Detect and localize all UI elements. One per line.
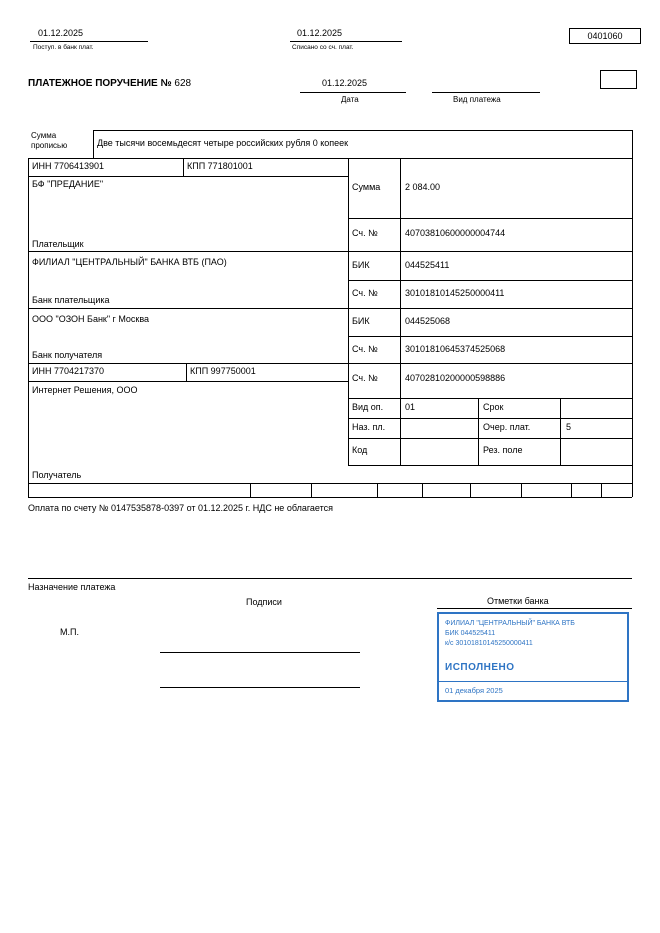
priority-label: Очер. плат. — [483, 422, 531, 432]
payment-purpose-text: Оплата по счету № 0147535878-0397 от 01.12.2025 г. НДС не облагается — [28, 503, 334, 513]
divider — [422, 483, 423, 497]
stamp-corr-account: к/с 30101810145250000411 — [445, 640, 533, 647]
amount-value: 2 084.00 — [405, 182, 441, 192]
payment-kind-box — [600, 70, 637, 89]
amount-in-words: Две тысячи восемьдесят четыре российских рубля 0 копеек — [97, 138, 349, 148]
divider — [250, 483, 251, 497]
divider — [632, 130, 633, 497]
divider — [348, 218, 632, 219]
payer-bank-name: ФИЛИАЛ "ЦЕНТРАЛЬНЫЙ" БАНКА ВТБ (ПАО) — [32, 257, 227, 267]
received-in-bank-caption: Поступ. в банк плат. — [33, 44, 94, 51]
payer-kpp: КПП 771801001 — [187, 161, 253, 171]
payer-account-value: 40703810600000004744 — [405, 228, 506, 238]
document-number: 628 — [174, 78, 192, 89]
divider — [348, 438, 632, 439]
divider — [183, 158, 184, 176]
divider — [300, 92, 406, 93]
payer-bank-account-value: 30101810145250000411 — [405, 288, 505, 298]
divider — [28, 578, 632, 579]
amount-label: Сумма — [352, 182, 381, 192]
document-date: 01.12.2025 — [322, 78, 368, 88]
divider — [311, 483, 312, 497]
debited-date: 01.12.2025 — [297, 28, 343, 38]
divider — [348, 280, 632, 281]
stamp-divider — [439, 681, 627, 682]
amount-words-label-1: Сумма — [31, 131, 57, 140]
payer-bank-account-label: Сч. № — [352, 288, 378, 298]
divider — [28, 497, 632, 498]
code-label: Код — [352, 445, 368, 455]
divider — [601, 483, 602, 497]
divider — [560, 398, 561, 465]
divider — [348, 465, 632, 466]
beneficiary-bank-account-label: Сч. № — [352, 344, 378, 354]
document-title-label: ПЛАТЕЖНОЕ ПОРУЧЕНИЕ № — [28, 78, 172, 89]
bank-marks-caption: Отметки банка — [487, 596, 549, 606]
signatures-caption: Подписи — [246, 597, 282, 607]
stamp-place-caption: М.П. — [60, 627, 79, 637]
stamp-bank-name: ФИЛИАЛ "ЦЕНТРАЛЬНЫЙ" БАНКА ВТБ — [445, 620, 575, 627]
stamp-bik: БИК 044525411 — [445, 630, 496, 637]
payer-name: БФ "ПРЕДАНИЕ" — [32, 179, 104, 189]
divider — [571, 483, 572, 497]
beneficiary-caption: Получатель — [32, 470, 82, 480]
beneficiary-inn: ИНН 7704217370 — [32, 366, 105, 376]
divider — [28, 363, 632, 364]
form-code: 0401060 — [587, 31, 623, 41]
divider — [348, 336, 632, 337]
divider — [400, 158, 401, 465]
payer-bank-caption: Банк плательщика — [32, 295, 110, 305]
divider — [93, 130, 94, 158]
divider — [28, 158, 29, 497]
beneficiary-bank-name: ООО "ОЗОН Банк" г Москва — [32, 314, 150, 324]
received-in-bank-date: 01.12.2025 — [38, 28, 84, 38]
beneficiary-bank-bik-value: 044525068 — [405, 316, 451, 326]
op-type-label: Вид оп. — [352, 402, 384, 412]
divider — [348, 158, 349, 465]
divider — [377, 483, 378, 497]
payer-bank-bik-value: 044525411 — [405, 260, 450, 270]
divider — [290, 41, 402, 42]
divider — [348, 418, 632, 419]
beneficiary-bank-account-value: 30101810645374525068 — [405, 344, 506, 354]
beneficiary-kpp: КПП 997750001 — [190, 366, 256, 376]
divider — [521, 483, 522, 497]
divider — [28, 251, 632, 252]
amount-words-label-2: прописью — [31, 141, 68, 150]
signature-line — [160, 687, 360, 688]
divider — [478, 398, 479, 465]
beneficiary-account-value: 40702810200000598886 — [405, 373, 506, 383]
divider — [28, 308, 632, 309]
divider — [432, 92, 540, 93]
divider — [28, 381, 348, 382]
payer-inn: ИНН 7706413901 — [32, 161, 105, 171]
bank-execution-stamp — [437, 612, 629, 702]
divider — [28, 176, 348, 177]
purpose-code-label: Наз. пл. — [352, 422, 386, 432]
payment-purpose-caption: Назначение платежа — [28, 582, 116, 592]
divider — [93, 130, 632, 131]
reserve-field-label: Рез. поле — [483, 445, 523, 455]
stamp-date: 01 декабря 2025 — [445, 686, 503, 695]
divider — [28, 483, 632, 484]
beneficiary-account-label: Сч. № — [352, 373, 378, 383]
signature-line — [160, 652, 360, 653]
debited-caption: Списано со сч. плат. — [292, 44, 354, 51]
priority-value: 5 — [566, 422, 572, 432]
divider — [348, 398, 632, 399]
beneficiary-bank-bik-label: БИК — [352, 316, 370, 326]
beneficiary-bank-caption: Банк получателя — [32, 350, 103, 360]
payer-caption: Плательщик — [32, 239, 84, 249]
op-type-value: 01 — [405, 402, 416, 412]
divider — [186, 363, 187, 381]
payer-bank-bik-label: БИК — [352, 260, 370, 270]
divider — [30, 41, 148, 42]
stamp-status: ИСПОЛНЕНО — [445, 662, 515, 673]
form-code-box — [569, 28, 641, 44]
payer-account-label: Сч. № — [352, 228, 378, 238]
date-caption: Дата — [341, 95, 359, 104]
beneficiary-name: Интернет Решения, ООО — [32, 385, 138, 395]
document-title — [28, 78, 191, 90]
payment-kind-caption: Вид платежа — [453, 95, 501, 104]
term-label: Срок — [483, 402, 504, 412]
divider — [28, 158, 632, 159]
divider — [437, 608, 632, 609]
divider — [470, 483, 471, 497]
